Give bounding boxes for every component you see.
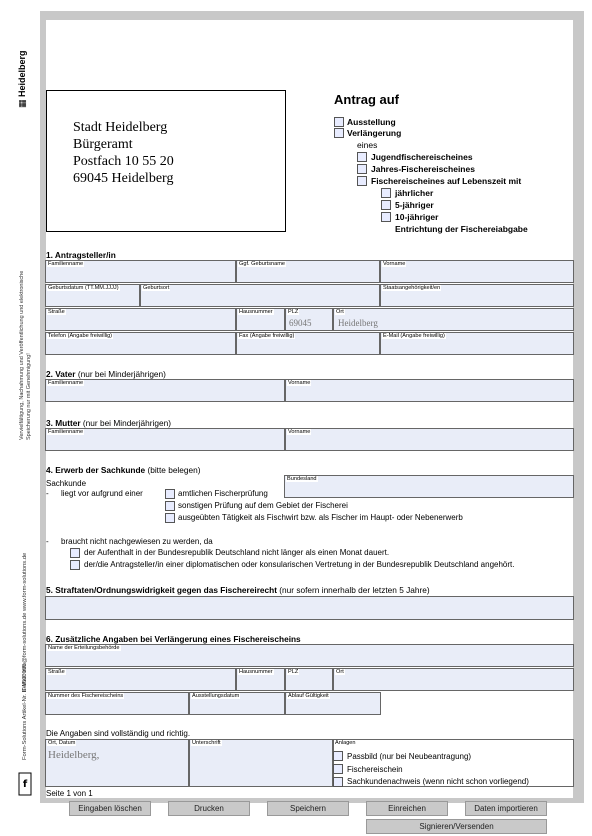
fischwirt-label: ausgeübten Tätigkeit als Fischwirt bzw. als Fischer im Haupt- oder Nebenerwerb [178,513,463,522]
dash-1: - [46,489,49,498]
behoerde-ort-field[interactable]: Ort [333,668,574,691]
diplomatisch-label: der/die Antragsteller/in einer diplomatischen oder konsularischen Vertretung in der Bundesrepublik Deutschland angehört. [84,560,515,569]
page-number: Seite 1 von 1 [46,789,93,798]
abgabe-label: Entrichtung der Fischereiabgabe [395,224,528,234]
heidelberg-logo-icon: ▦ [17,96,27,108]
aufenthalt-label: der Aufenthalt in der Bundesrepublik Deutschland nicht länger als einen Monat dauert. [84,548,390,557]
jaehrlich-label: jährlicher [395,188,434,198]
behoerde-hausnummer-field[interactable]: Hausnummer [236,668,285,691]
drucken-button[interactable]: Drucken [168,801,250,816]
vater-familienname-field[interactable]: Familienname [45,379,285,402]
address-line: 69045 Heidelberg [73,171,174,186]
fischerpruefung-checkbox[interactable] [165,489,175,499]
vater-vorname-field[interactable]: Vorname [285,379,574,402]
lebenszeit-label: Fischereischeines auf Lebenszeit mit [371,176,522,186]
passbild-label: Passbild (nur bei Neubeantragung) [347,752,472,761]
side-email: E-Mail: info@form-solutions.de www.form-solutions.de [22,552,28,692]
passbild-checkbox[interactable] [333,751,343,761]
erteilungsbehoerde-field[interactable]: Name der Erteilungsbehörde [45,644,574,667]
hausnummer-field[interactable]: Hausnummer [236,308,285,331]
verlaengerung-label: Verlängerung [347,128,402,138]
address-window [46,90,286,232]
ausstellung-checkbox[interactable] [334,117,344,127]
sachkundenachweis-label: Sachkundenachweis (wenn nicht schon vorliegend) [347,777,529,786]
side-article: Form-Solutions Artikel-Nr. BW600000 [22,663,28,760]
sachkunde-label: Sachkunde [46,479,87,488]
straftaten-field[interactable] [45,596,574,620]
address-line: Stadt Heidelberg [73,120,168,135]
address-line: Postfach 10 55 20 [73,154,174,169]
telefon-field[interactable]: Telefon (Angabe freiwillig) [45,332,236,355]
fischereischein-checkbox[interactable] [333,764,343,774]
ausstellungsdatum-field[interactable]: Ausstellungsdatum [189,692,285,715]
signieren-versenden-button[interactable]: Signieren/Versenden [366,819,547,834]
fischereischein-nummer-field[interactable]: Nummer des Fischereischeins [45,692,189,715]
jahres-label: Jahres-Fischereischeines [371,164,475,174]
anlagen-box: Anlagen [333,739,574,787]
behoerde-plz-field[interactable]: PLZ [285,668,333,691]
confirm-text: Die Angaben sind vollständig und richtig. [46,729,191,738]
mutter-familienname-field[interactable]: Familienname [45,428,285,451]
email-field[interactable]: E-Mail (Angabe freiwillig) [380,332,574,355]
zehnjaehrig-checkbox[interactable] [381,212,391,222]
eines-label: eines [357,140,378,150]
braucht-label: braucht nicht nachgewiesen zu werden, da [61,537,213,546]
jaehrlich-checkbox[interactable] [381,188,391,198]
dash-2: - [46,537,49,546]
section-3-title: 3. Mutter (nur bei Minderjährigen) [46,418,171,428]
side-legal-note: Vervielfältigung, Nachahmung und Veröffentlichung und elektronische Speicherung nur mit Genehmigung! [19,270,32,440]
daten-importieren-button[interactable]: Daten importieren [465,801,547,816]
fuenfjaehrig-label: 5-jähriger [395,200,434,210]
sachkundenachweis-checkbox[interactable] [333,777,343,787]
svg-text:f: f [22,779,28,790]
zehnjaehrig-label: 10-jähriger [395,212,439,222]
diplomatisch-checkbox[interactable] [70,560,80,570]
fischerpruefung-label: amtlichen Fischerprüfung [178,489,268,498]
sonstige-pruefung-checkbox[interactable] [165,501,175,511]
ort-datum-field[interactable]: Ort, Datum Heidelberg, [45,739,189,787]
fax-field[interactable]: Fax (Angabe freiwillig) [236,332,380,355]
section-4-title: 4. Erwerb der Sachkunde (bitte belegen) [46,465,201,475]
vorname-field[interactable]: Vorname [380,260,574,283]
strasse-field[interactable]: Straße [45,308,236,331]
fischereischein-label: Fischereischein [347,765,403,774]
unterschrift-field[interactable]: Unterschrift [189,739,333,787]
ausstellung-label: Ausstellung [347,117,396,127]
ablauf-gueltigkeit-field[interactable]: Ablauf Gültigkeit [285,692,381,715]
geburtsort-field[interactable]: Geburtsort [140,284,380,307]
sonstige-pruefung-label: sonstigen Prüfung auf dem Gebiet der Fischerei [178,501,348,510]
eingaben-loeschen-button[interactable]: Eingaben löschen [69,801,151,816]
behoerde-strasse-field[interactable]: Straße [45,668,236,691]
liegt-label: liegt vor aufgrund einer [61,489,143,498]
jugend-label: Jugendfischereischeines [371,152,473,162]
ort-field[interactable]: Ort Heidelberg [333,308,574,331]
form-solutions-logo-icon [18,772,32,796]
bundesland-field[interactable]: Bundesland [284,475,574,498]
fuenfjaehrig-checkbox[interactable] [381,200,391,210]
lebenszeit-checkbox[interactable] [357,176,367,186]
fischwirt-checkbox[interactable] [165,513,175,523]
einreichen-button[interactable]: Einreichen [366,801,448,816]
section-5-title: 5. Straftaten/Ordnungswidrigkeit gegen das Fischereirecht (nur sofern innerhalb der letzten 5 Jahre) [46,585,430,595]
jahres-checkbox[interactable] [357,164,367,174]
antrag-title: Antrag auf [334,92,399,107]
plz-field[interactable]: PLZ 69045 [285,308,333,331]
verlaengerung-checkbox[interactable] [334,128,344,138]
address-line: Bürgeramt [73,137,133,152]
staatsangehoerigkeit-field[interactable]: Staatsangehörigkeit/en [380,284,574,307]
section-2-title: 2. Vater (nur bei Minderjährigen) [46,369,166,379]
section-6-title: 6. Zusätzliche Angaben bei Verlängerung eines Fischereischeins [46,634,301,644]
jugend-checkbox[interactable] [357,152,367,162]
mutter-vorname-field[interactable]: Vorname [285,428,574,451]
speichern-button[interactable]: Speichern [267,801,349,816]
geburtsdatum-field[interactable]: Geburtsdatum (TT.MM.JJJJ) [45,284,140,307]
geburtsname-field[interactable]: Ggf. Geburtsname [236,260,380,283]
familienname-field[interactable]: Familienname [45,260,236,283]
aufenthalt-checkbox[interactable] [70,548,80,558]
side-city-label: ▦ Heidelberg [17,50,27,108]
section-1-title: 1. Antragsteller/in [46,250,116,260]
